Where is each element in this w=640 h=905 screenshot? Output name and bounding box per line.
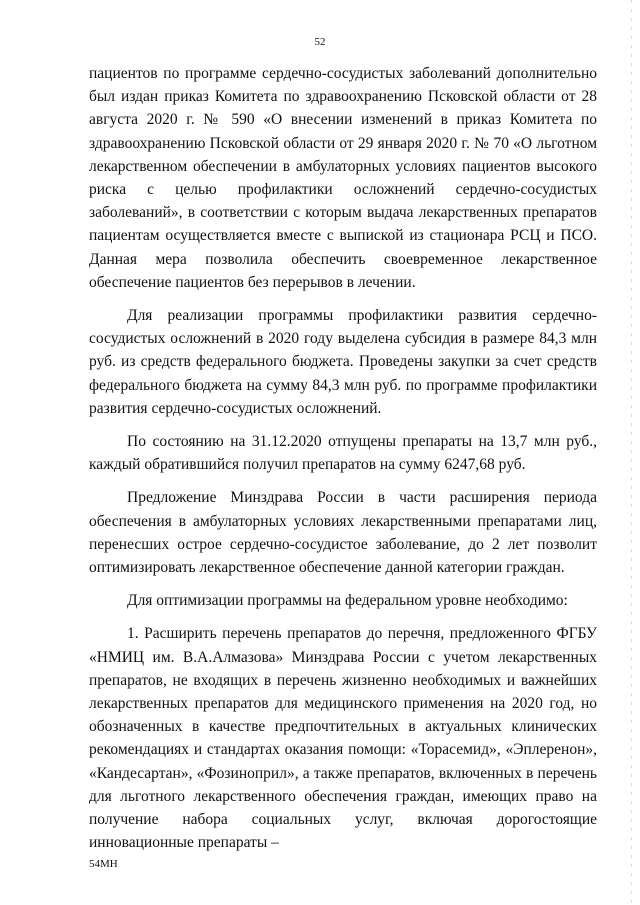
paragraph-proposal: Предложение Минздрава России в части расширения периода обеспечения в амбулаторных условиях лекарственными препаратами лиц, перенесших острое сердечно-сосудистое заболевание, до 2 лет позволит оптимизировать лекарственное обеспечение данной категории граждан. bbox=[89, 489, 597, 577]
paragraph-dispensed: По состоянию на 31.12.2020 отпущены препараты на 13,7 млн руб., каждый обратившийся получил препаратов на сумму 6247,68 руб. bbox=[89, 433, 597, 474]
paragraph-optimization-intro: Для оптимизации программы на федеральном уровне необходимо: bbox=[127, 592, 568, 610]
page-number: 52 bbox=[314, 36, 326, 48]
document-body bbox=[89, 62, 597, 865]
list-item-1: 1. Расширить перечень препаратов до перечня, предложенного ФГБУ «НМИЦ им. В.А.Алмазова» Минздрава России с учетом лекарственных препаратов, не входящих в перечень жизненно необходимых и важнейших лекарственных препаратов для медицинского применения на 2020 год, но обозначенных в качестве предпочтительных в актуальных клинических рекомендациях и стандартах оказания помощи: «Торасемид», «Эплеренон», «Кандесартан», «Фозиноприл», а также препаратов, включенных в перечень для льготного лекарственного обеспечения граждан, имеющих право на получение набора социальных услуг, включая дорогостоящие инновационные препараты – bbox=[89, 625, 597, 852]
scan-edge-mark bbox=[631, 0, 632, 905]
paragraph-continuation: пациентов по программе сердечно-сосудистых заболеваний дополнительно был издан приказ Комитета по здравоохранению Псковской области от 28 августа 2020 г. № 590 «О внесении изменений в приказ Комитета по здравоохранению Псковской области от 29 января 2020 г. № 70 «О льготном лекарственном обеспечении в амбулаторных условиях пациентов высокого риска с целью профилактики осложнений сердечно-сосудистых заболеваний», в соответствии с которым выдача лекарственных препаратов пациентам осуществляется вместе с выпиской из стационара РСЦ и ПСО. Данная мера позволила обеспечить своевременное лекарственное обеспечение пациентов без перерывов в лечении. bbox=[89, 65, 597, 291]
paragraph-subsidy: Для реализации программы профилактики развития сердечно-сосудистых осложнений в 2020 году выделена субсидия в размере 84,3 млн руб. из средств федерального бюджета. Проведены закупки за счет средств федерального бюджета на сумму 84,3 млн руб. по программе профилактики развития сердечно-сосудистых осложнений. bbox=[89, 307, 597, 417]
footer-code: 54МН bbox=[89, 858, 118, 870]
